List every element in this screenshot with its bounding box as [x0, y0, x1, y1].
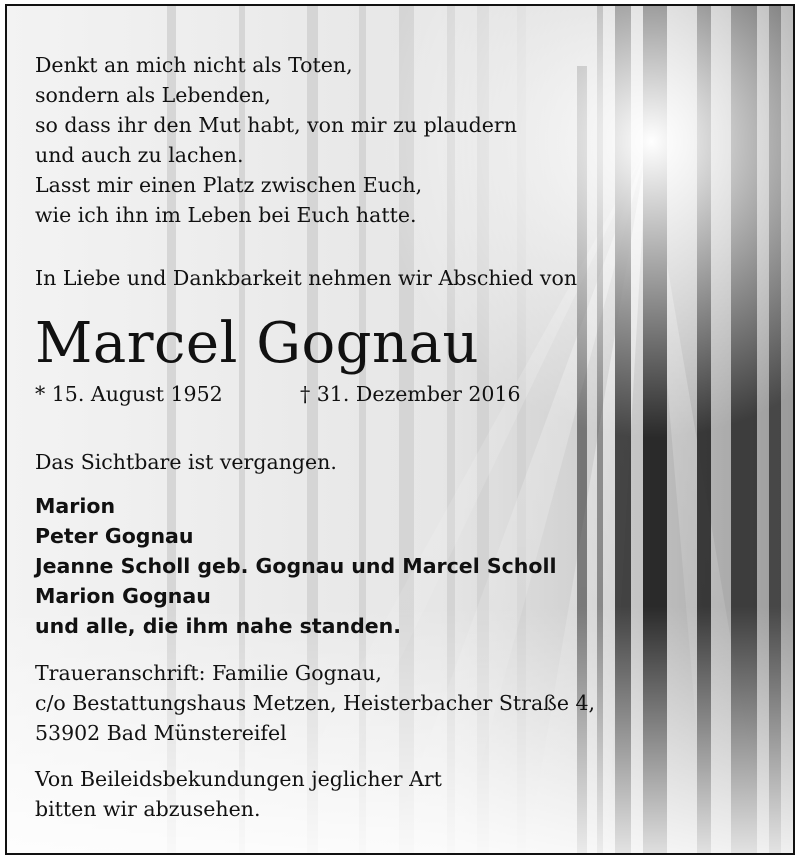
farewell-intro: In Liebe und Dankbarkeit nehmen wir Abschied von: [35, 266, 578, 290]
mourner: Marion Gognau: [35, 584, 211, 608]
poem-line: Denkt an mich nicht als Toten,: [35, 53, 353, 77]
poem-line: so dass ihr den Mut habt, von mir zu plaudern: [35, 113, 517, 137]
mourner: Marion: [35, 494, 116, 518]
condolence-note: [35, 764, 442, 824]
address-line: Traueranschrift: Familie Gognau,: [35, 661, 382, 685]
poem-line: wie ich ihn im Leben bei Euch hatte.: [35, 203, 417, 227]
poem-line: Lasst mir einen Platz zwischen Euch,: [35, 173, 423, 197]
obituary-notice: [5, 4, 795, 855]
address-line: 53902 Bad Münstereifel: [35, 721, 287, 745]
poem-line: sondern als Lebenden,: [35, 83, 271, 107]
mourners-list: [35, 491, 557, 641]
poem: [35, 50, 517, 230]
closing-line: bitten wir abzusehen.: [35, 797, 261, 821]
notice-text: [7, 6, 793, 853]
address-line: c/o Bestattungshaus Metzen, Heisterbacher Straße 4,: [35, 691, 596, 715]
mourning-address: [35, 658, 595, 748]
poem-line: und auch zu lachen.: [35, 143, 244, 167]
closing-line: Von Beileidsbekundungen jeglicher Art: [35, 767, 442, 791]
death-date: † 31. Dezember 2016: [300, 382, 521, 406]
mourner: Jeanne Scholl geb. Gognau und Marcel Scholl: [35, 554, 557, 578]
birth-date: * 15. August 1952: [35, 382, 223, 406]
deceased-name: Marcel Gognau: [35, 311, 480, 376]
mourner: Peter Gognau: [35, 524, 194, 548]
mourner: und alle, die ihm nahe standen.: [35, 614, 402, 638]
saying: Das Sichtbare ist vergangen.: [35, 450, 337, 474]
life-dates: [35, 379, 595, 409]
